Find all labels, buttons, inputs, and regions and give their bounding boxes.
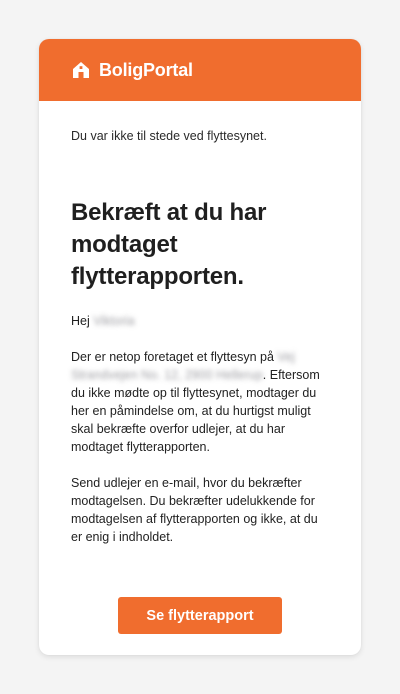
para1-intro: Der er netop foretaget et flyttesyn på [71, 350, 274, 364]
house-icon [71, 60, 91, 80]
address-redacted: Vej Strandvejen No. 12, 2900 Hellerup [71, 350, 295, 382]
recipient-name-redacted: Viktoria [93, 314, 135, 328]
cta-container [39, 597, 361, 634]
email-headline: Bekræft at du har modtaget flytterapporten. [71, 199, 267, 290]
greeting [71, 312, 329, 330]
brand-name: BoligPortal [99, 59, 193, 80]
greeting-prefix: Hej [71, 314, 90, 328]
email-body [39, 101, 361, 546]
view-moving-report-button[interactable]: Se flytterapport [118, 597, 282, 634]
body-paragraph-1 [71, 348, 329, 456]
brand-logo[interactable] [71, 60, 193, 81]
body-paragraph-2: Send udlejer en e-mail, hvor du bekræfter modtagelsen. Du bekræfter udelukkende for modtagelsen af flytterapporten og ikke, at du er enig i indholdet. [71, 476, 318, 544]
email-header [39, 39, 361, 101]
absence-notice: Du var ikke til stede ved flyttesynet. [71, 129, 267, 143]
email-card [39, 39, 361, 655]
para1-rest: . Eftersom du ikke mødte op til flyttesynet, modtager du her en påmindelse om, at du hurtigst muligt skal bekræfte overfor udlejer, at du har modtaget flytterapporten. [71, 368, 320, 454]
